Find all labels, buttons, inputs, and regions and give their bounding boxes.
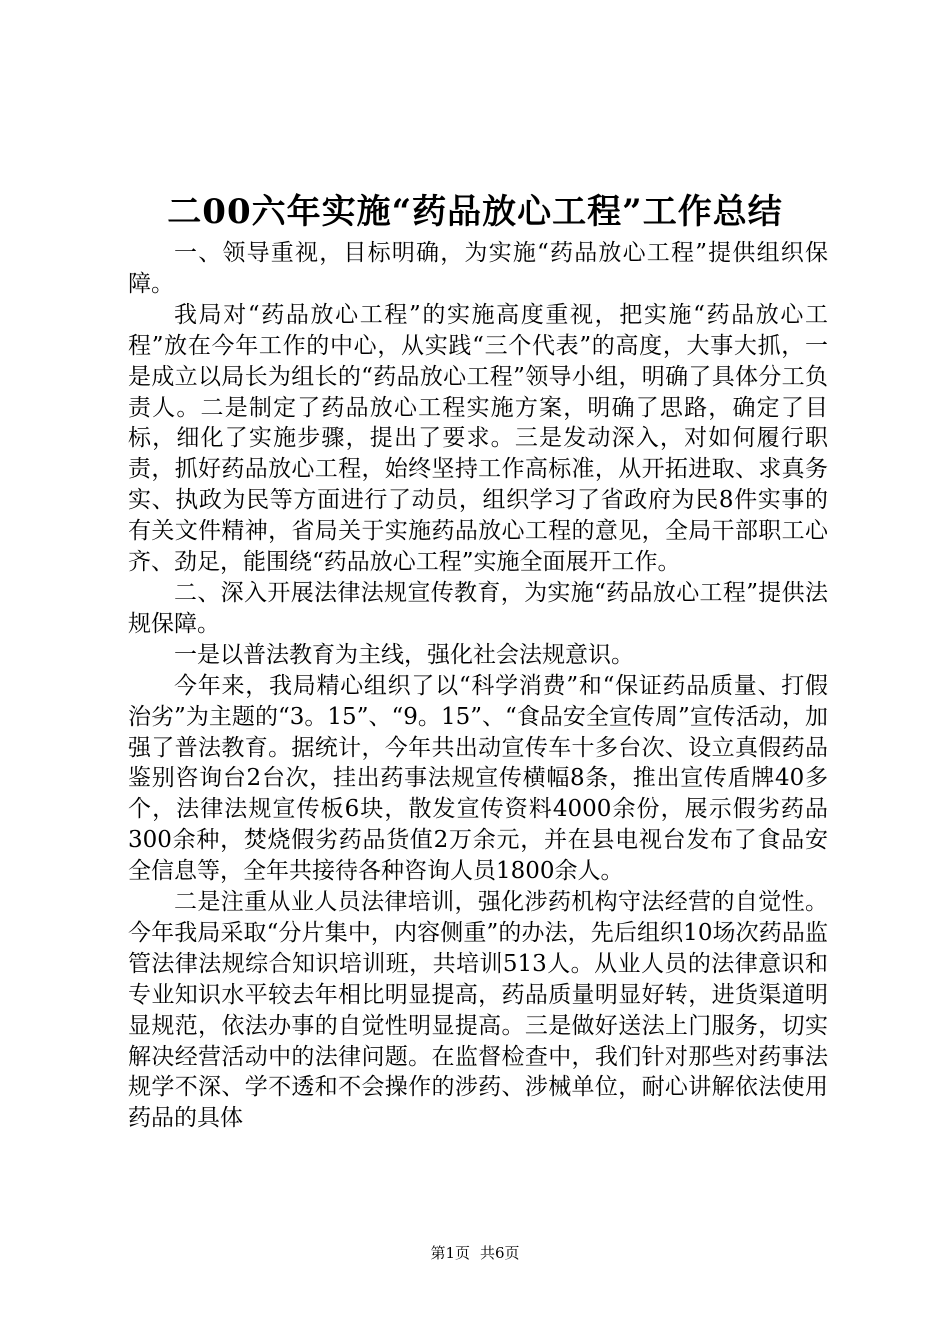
section-heading-1: 一、领导重视，目标明确，为实施“药品放心工程”提供组织保障。: [128, 240, 828, 297]
document-title: 二00六年实施“药品放心工程”工作总结: [167, 192, 783, 232]
paragraph-leadership: 我局对“药品放心工程”的实施高度重视，把实施“药品放心工程”放在今年工作的中心，从实践“三个代表”的高度，大事大抓，一是成立以局长为组长的“药品放心工程”领导小组，明确了具体分工负责人。二是制定了药品放心工程实施方案，明确了思路，确定了目标，细化了实施步骤，提出了要求。三是发动深入，对如何履行职责，抓好药品放心工程，始终坚持工作高标准，从开拓进取、求真务实、执政为民等方面进行了动员，组织学习了省政府为民8件实事的有关文件精神，省局关于实施药品放心工程的意见，全局干部职工心齐、劲足，能围绕“药品放心工程”实施全面展开工作。: [128, 301, 828, 576]
page-number: 第1页: [430, 1244, 470, 1262]
page-footer: [0, 1243, 950, 1263]
paragraph-publicity: 今年来，我局精心组织了以“科学消费”和“保证药品质量、打假治劣”为主题的“3。15”、“9。15”、“食品安全宣传周”宣传活动，加强了普法教育。据统计，今年共出动宣传车十多台次、设立真假药品鉴别咨询台2台次，挂出药事法规宣传横幅8条，推出宣传盾牌40多个，法律法规宣传板6块，散发宣传资料4000余份，展示假劣药品300余种，焚烧假劣药品货值2万余元，并在县电视台发布了食品安全信息等，全年共接待各种咨询人员1800余人。: [128, 672, 828, 885]
page-total: 共6页: [480, 1244, 520, 1262]
subheading-legal-education: 一是以普法教育为主线，强化社会法规意识。: [174, 641, 634, 668]
section-heading-2: 二、深入开展法律法规宣传教育，为实施“药品放心工程”提供法规保障。: [128, 579, 828, 637]
document-body: [128, 238, 828, 1134]
paragraph-training: 二是注重从业人员法律培训，强化涉药机构守法经营的自觉性。今年我局采取“分片集中，内容侧重”的办法，先后组织10场次药品监管法律法规综合知识培训班，共培训513人。从业人员的法律意识和专业知识水平较去年相比明显提高，药品质量明显好转，进货渠道明显规范，依法办事的自觉性明显提高。三是做好送法上门服务，切实解决经营活动中的法律问题。在监督检查中，我们针对那些对药事法规学不深、学不透和不会操作的涉药、涉械单位，耐心讲解依法使用药品的具体: [128, 889, 828, 1132]
